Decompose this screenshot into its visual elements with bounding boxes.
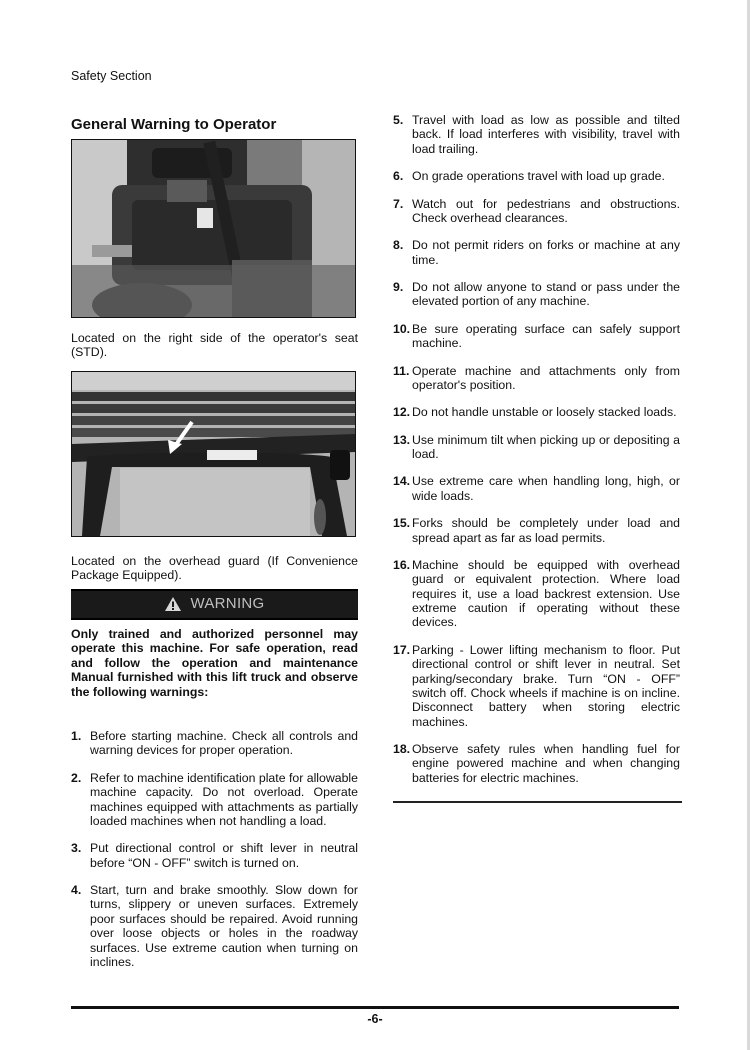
list-item: 5. Travel with load as low as possible and tilted back. If load interferes with visibility, travel with load trailing. [393, 113, 680, 156]
page-title: General Warning to Operator [71, 116, 277, 133]
column-end-rule [393, 801, 682, 803]
list-item: 7. Watch out for pedestrians and obstructions. Check overhead clearances. [393, 196, 680, 225]
left-column [71, 116, 358, 982]
warning-list-right [393, 113, 680, 785]
list-item: 9. Do not allow anyone to stand or pass under the elevated portion of any machine. [393, 280, 680, 309]
list-item: 15. Forks should be completely under load and spread apart as far as load permits. [393, 516, 680, 545]
list-item: 3. Put directional control or shift lever in neutral before “ON - OFF” switch is turned on. [71, 841, 358, 870]
list-item: 17. Parking - Lower lifting mechanism to floor. Put directional control or shift lever in neutral. Set parking/secondary brake. Turn “ON - OFF” switch off. Chock wheels if machine is on incline. Disconnect battery when storing electric machines. [393, 642, 680, 729]
list-item: 11. Operate machine and attachments only from operator's position. [393, 363, 680, 392]
list-item: 10. Be sure operating surface can safely support machine. [393, 321, 680, 351]
list-item: 4. Start, turn and brake smoothly. Slow down for turns, slippery or uneven surfaces. Extremely poor surfaces should be repaired. Avoid running over loose objects or holes in the roadway surfaces. Use extreme caution when turning on inclines. [71, 883, 358, 969]
seat-decal-illustration [72, 140, 355, 317]
list-item: 1. Before starting machine. Check all controls and warning devices for proper operation. [71, 729, 358, 758]
list-item: 13. Use minimum tilt when picking up or depositing a load. [393, 432, 680, 461]
warning-list-left [71, 729, 358, 969]
list-item: 18. Observe safety rules when handling fuel for engine powered machine and when changing batteries for electric machines. [393, 742, 680, 785]
warning-banner [71, 589, 358, 620]
list-item: 12. Do not handle unstable or loosely stacked loads. [393, 405, 677, 420]
list-item: 8. Do not permit riders on forks or machine at any time. [393, 238, 680, 267]
section-label: Safety Section [71, 69, 152, 83]
page-number: -6- [367, 1012, 383, 1026]
list-item: 2. Refer to machine identification plate for allowable machine capacity. Do not overload. Operate machines equipped with attachments as partially loaded machines when not handling a load. [71, 770, 358, 828]
seat-decal-photo [71, 139, 356, 318]
overhead-guard-photo [71, 371, 356, 537]
seat-decal-caption: Located on the right side of the operator's seat (STD). [71, 331, 358, 360]
warning-text: Only trained and authorized personnel may operate this machine. For safe operation, read and follow the operation and maintenance Manual furnished with this lift truck and observe the following warnings: [71, 626, 358, 699]
footer-rule [71, 1006, 679, 1009]
right-column [393, 113, 680, 803]
list-item: 16. Machine should be equipped with overhead guard or equivalent protection. Where load requires it, use a load backrest extension. Use extreme caution if operating without these devices. [393, 557, 680, 630]
overhead-guard-illustration [72, 372, 355, 536]
list-item: 6. On grade operations travel with load up grade. [393, 169, 665, 184]
list-item: 14. Use extreme care when handling long, high, or wide loads. [393, 474, 680, 503]
warning-label: WARNING [190, 595, 265, 613]
warning-triangle-icon [164, 596, 182, 612]
overhead-guard-caption: Located on the overhead guard (If Convenience Package Equipped). [71, 553, 358, 583]
